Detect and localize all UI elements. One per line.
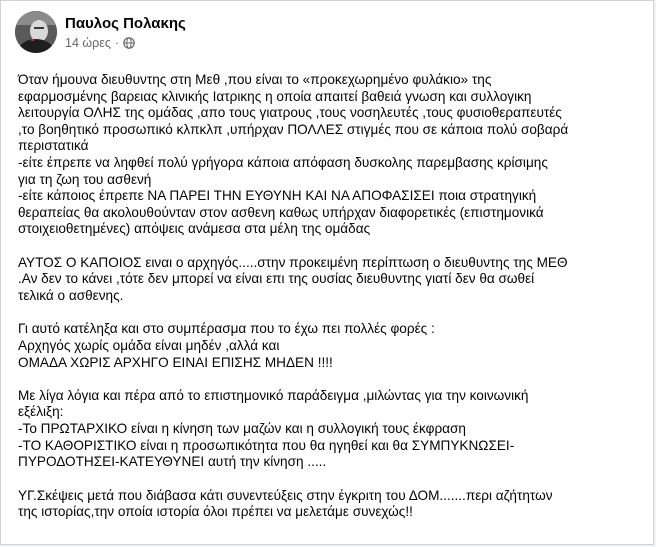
post-text-line: ,το βοηθητικό προσωπικό κλπκλπ ,υπήρχαν ΠΟΛΛΕΣ στιγμές που σε κάποια πολύ σοβαρά <box>18 121 569 137</box>
post-text-line: για τη ζωη του ασθενή <box>18 171 152 187</box>
post-text-line: θεραπείας θα ακολουθούνταν στον ασθενη καθως υπήρχαν διαφορετικές (επιστημονικά <box>18 204 544 220</box>
post-text-line: Με λίγα λόγια και πέρα από το επιστημονικό παράδειγμα ,μιλώντας για την κοινωνική <box>18 387 529 403</box>
globe-icon[interactable] <box>123 37 135 52</box>
post-timestamp[interactable]: 14 ώρες <box>65 36 111 50</box>
post-text-line: -Το ΠΡΩΤΑΡΧΙΚΟ είναι η κίνηση των μαζών και η συλλογική τους έκφραση <box>18 421 466 437</box>
post-text-line: -είτε έπρεπε να ληφθεί πολύ γρήγορα κάποια απόφαση δυσκολης παρεμβασης κρίσιμης <box>18 154 548 170</box>
post-text-line: ΑΥΤΟΣ Ο ΚΑΠΟΙΟΣ ειναι ο αρχηγός.....στην προκειμένη περίπτωση ο διευθυντης της ΜΕΘ <box>18 254 568 270</box>
post-text-line: εξέλιξη: <box>18 404 64 420</box>
post-paragraph <box>18 321 648 371</box>
profile-photo-icon <box>15 11 57 53</box>
post-paragraph <box>18 72 648 238</box>
post-text-line: ΥΓ.Σκέψεις μετά που διάβασα κάτι συνεντεύξεις στην έγκριτη του ΔΟΜ.......περι αζήτητων <box>18 487 553 503</box>
post-text-line: Όταν ήμουνα διευθυντης στη Μεθ ,που είναι το «προκεχωρημένο φυλάκιο» της <box>18 72 492 87</box>
post-text-line: περιστατικά <box>18 138 89 154</box>
post-text <box>18 72 648 521</box>
post-text-line: Αρχηγός χωρίς ομάδα είναι μηδέν ,αλλά και <box>18 337 280 353</box>
post-text-line: λειτουργία ΟΛΗΣ της ομάδας ,απο τους γιατρους ,τους νοσηλευτές ,τους φυσιοθεραπευτές <box>18 105 562 121</box>
avatar[interactable] <box>15 11 57 53</box>
post-paragraph <box>18 255 648 305</box>
post-text-line: τελικά ο ασθενης. <box>18 287 124 303</box>
post-text-line: -είτε κάποιος έπρεπε ΝΑ ΠΑΡΕΙ ΤΗΝ ΕΥΘΥΝΗ ΚΑΙ ΝΑ ΑΠΟΦΑΣΙΣΕΙ ποια στρατηγική <box>18 188 537 204</box>
author-name[interactable]: Παυλος Πολακης <box>65 15 186 32</box>
post-text-line: .Αν δεν το κάνει ,τότε δεν μπορεί να είναι επι της ουσίας διευθυντης γιατί δεν θα σωθεί <box>18 271 535 287</box>
meta-separator: · <box>114 36 120 50</box>
post-text-line: -ΤΟ ΚΑΘΟΡΙΣΤΙΚΟ είναι η προσωπικότητα που θα ηγηθεί και θα ΣΥΜΠΥΚΝΩΣΕΙ- <box>18 437 515 453</box>
post-meta <box>65 36 135 52</box>
post-text-line: στοιχειοθετημένες) απόψεις ανάμεσα στα μέλη της ομάδας <box>18 221 371 237</box>
post-text-line: ΟΜΑΔΑ ΧΩΡΙΣ ΑΡΧΗΓΟ ΕΙΝΑΙ ΕΠΙΣΗΣ ΜΗΔΕΝ !!!! <box>18 354 333 370</box>
post-text-line: της ιστορίας,την οποία ιστορία όλοι πρέπει να μελετάμε συνεχώς!! <box>18 504 413 520</box>
post-text-line: εφαρμοσμένης βαρειας κλινικής Ιατρικης η οποία απαιτεί βαθειά γνωση και συλλογικη <box>18 88 532 104</box>
post-text-line: ΠΥΡΟΔΟΤΗΣΕΙ-ΚΑΤΕΥΘΥΝΕΙ αυτή την κίνηση ..... <box>18 454 327 470</box>
post-text-line: Γι αυτό κατέληξα και στο συμπέρασμα που το έχω πει πολλές φορές : <box>18 321 435 337</box>
post-paragraph <box>18 488 648 521</box>
post-paragraph <box>18 388 648 471</box>
